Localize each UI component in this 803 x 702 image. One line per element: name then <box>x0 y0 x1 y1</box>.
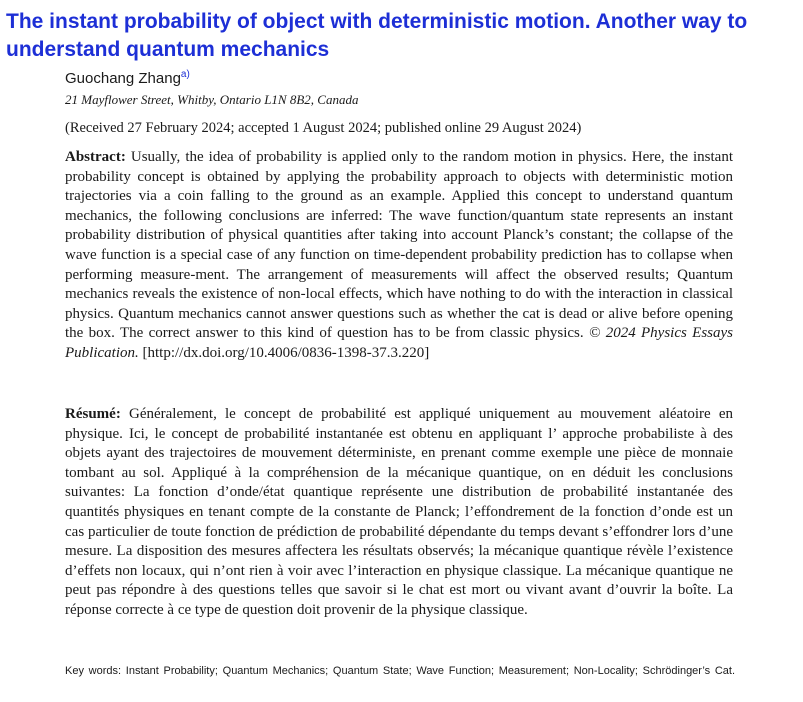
resume-label: Résumé: <box>65 406 121 422</box>
author-name: Guochang Zhang <box>65 70 181 87</box>
author-footnote-marker[interactable]: a) <box>180 69 190 80</box>
doi-link[interactable]: [http://dx.doi.org/10.4006/0836-1398-37.3.220] <box>142 344 430 361</box>
keywords: Key words: Instant Probability; Quantum Mechanics; Quantum State; Wave Function; Measurement; Non-Locality; Schrödinger’s Cat. <box>65 665 735 677</box>
resume-section <box>65 405 733 621</box>
author-line <box>65 70 190 88</box>
copyright-notice: © 2024 Physics Essays Publication. <box>65 325 733 361</box>
publication-dates: (Received 27 February 2024; accepted 1 August 2024; published online 29 August 2024) <box>65 120 582 136</box>
abstract-label: Abstract: <box>65 149 126 165</box>
resume-text: Généralement, le concept de probabilité est appliqué uniquement au mouvement aléatoire en physique. Ici, le concept de probabilité instantanée est obtenu en appliquant l’ approche probabiliste à des objets ayant des trajectoires de mouvement déterministe, en prenant comme exemple une pièce de monnaie tombant au sol. Appliqué à la compréhension de la mécanique quantique, on en déduit les conclusions suivantes: La fonction d’onde/état quantique représente une distribution de probabilité instantanée des quantités physiques en tenant compte de la constante de Planck; l’effondrement de la fonction d’onde est un cas particulier de toute fonction de prédiction de probabilité dépendante du temps devant s’effondrer lors d’une mesure. La disposition des mesures affectera les résultats observés; la mécanique quantique révèle l’existence d’effets non locaux, qui n’ont rien à voir avec l’interaction en physique classique. La mécanique quantique ne peut pas répondre à des questions telles que savoir si le chat est mort ou vivant avant d’ouvrir la boîte. La réponse correcte à ce type de question doit provenir de la physique classique. <box>65 406 733 618</box>
author-affiliation: 21 Mayflower Street, Whitby, Ontario L1N 8B2, Canada <box>65 92 359 107</box>
abstract-section <box>65 148 733 364</box>
abstract-text: Usually, the idea of probability is applied only to the random motion in physics. Here, the instant probability concept is obtained by applying the probability approach to objects with deterministic motion trajectories via a coin falling to the ground as an example. Applied this concept to understand quantum mechanics, the following conclusions are inferred: The wave function/quantum state represents an instant probability distribution of physical quantities after taking into account Planck’s constant; the collapse of the wave function is a special case of any function on time-dependent probability prediction has to collapse when performing measure-ment. The arrangement of measurements will affect the observed results; Quantum mechanics reveals the existence of non-local effects, which have nothing to do with the interaction in classical physics. Quantum mechanics cannot answer questions such as whether the cat is dead or alive before opening the box. The correct answer to this kind of question has to be from classic physics. <box>65 149 734 342</box>
article-title: The instant probability of object with deterministic motion. Another way to understand quantum mechanics <box>6 10 748 61</box>
